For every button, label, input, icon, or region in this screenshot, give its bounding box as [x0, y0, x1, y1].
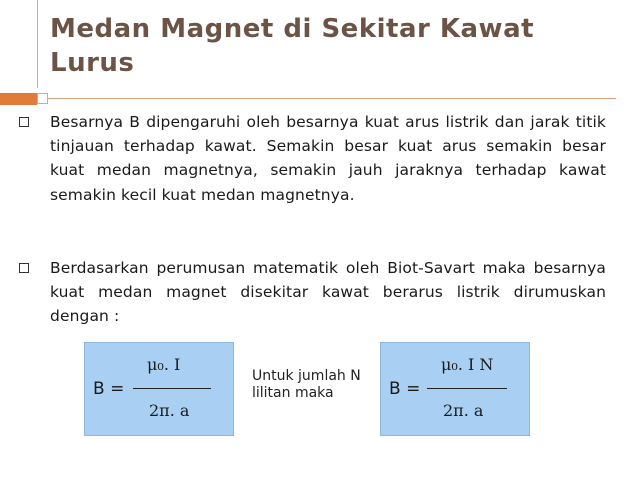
- fraction-line: [427, 388, 507, 389]
- slide-title: Medan Magnet di Sekitar Kawat Lurus: [50, 14, 535, 78]
- coil-note: [252, 368, 361, 402]
- coil-note-line-2: lilitan maka: [252, 385, 334, 401]
- formula-box-single: [84, 342, 234, 436]
- bullet-item-2: Berdasarkan perumusan matematik oleh Biot-Savart maka besarnya kuat medan magnet disekitar kawat berarus listrik dirumuskan dengan :: [50, 259, 606, 326]
- formula-lhs: B =: [389, 379, 421, 399]
- title-divider: [48, 98, 616, 99]
- left-vertical-rule: [37, 0, 38, 88]
- rule-square-marker: [37, 93, 48, 104]
- formula-denominator: 2π. a: [443, 401, 484, 420]
- formula-denominator: 2π. a: [149, 401, 190, 420]
- bullet-square-icon: [19, 117, 29, 127]
- formula-box-coil: [380, 342, 530, 436]
- formula-numerator: μ₀. I N: [441, 355, 494, 374]
- coil-note-line-1: Untuk jumlah N: [252, 368, 361, 384]
- formula-numerator: μ₀. I: [147, 355, 181, 374]
- fraction-line: [133, 388, 211, 389]
- formula-lhs: B =: [93, 379, 125, 399]
- bullet-item-1: Besarnya B dipengaruhi oleh besarnya kuat arus listrik dan jarak titik tinjauan terhadap kawat. Semakin besar kuat arus semakin besar kuat medan magnetnya, semakin jauh jaraknya terhadap kawat semakin kecil kuat medan magnetnya.: [50, 113, 606, 204]
- bullet-square-icon: [19, 263, 29, 273]
- accent-bar: [0, 93, 37, 105]
